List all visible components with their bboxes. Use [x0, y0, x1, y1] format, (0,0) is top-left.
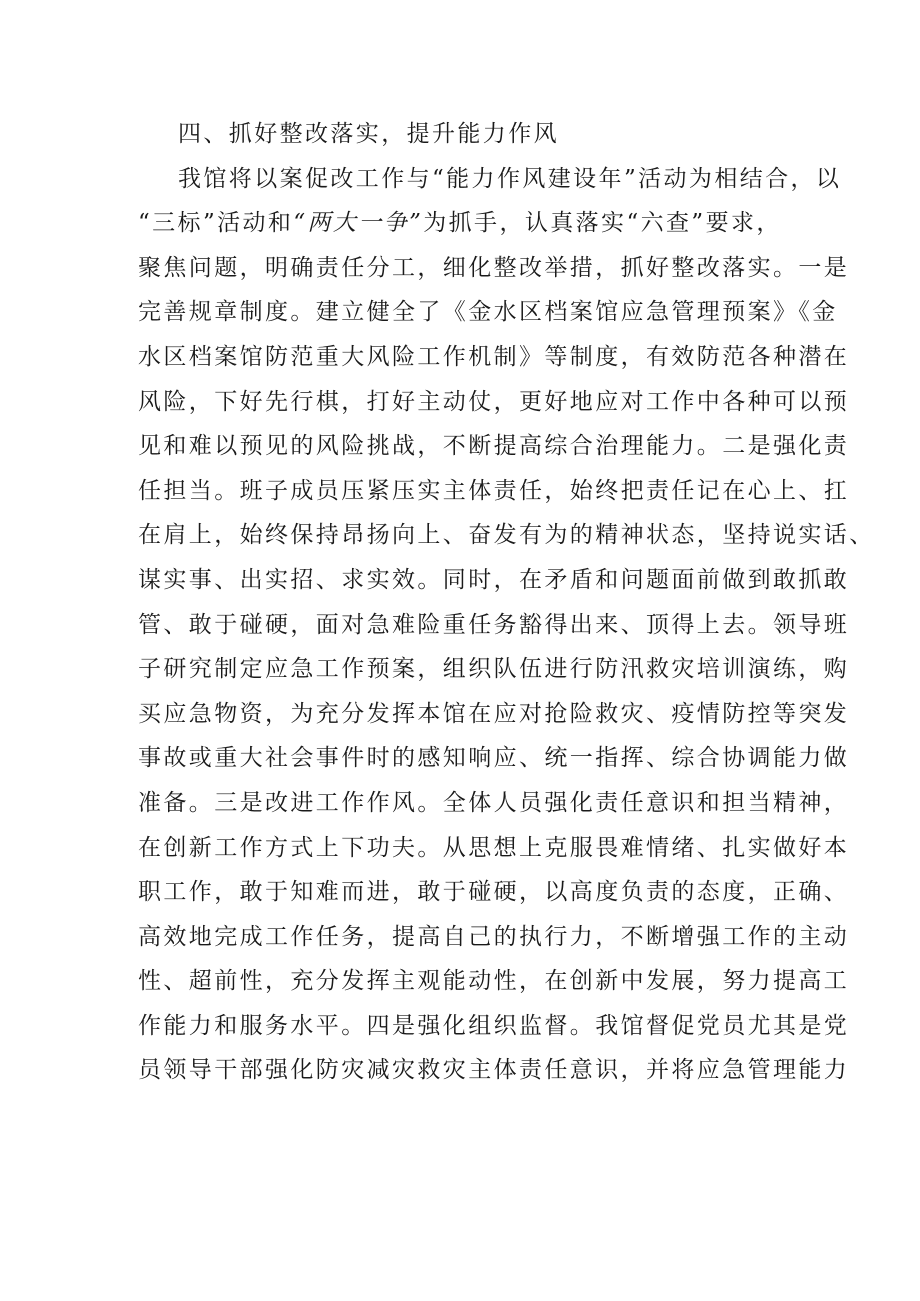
- paragraph-line: 完善规章制度。建立健全了《金水区档案馆应急管理预案》《金: [138, 299, 838, 326]
- section-heading: 四、抓好整改落实，提升能力作风: [178, 121, 559, 147]
- paragraph-line: 聚焦问题，明确责任分工，细化整改举措，抓好整改落实。一是: [138, 254, 850, 281]
- paragraph-line: 我馆将以案促改工作与“能力作风建设年”活动为相结合，以: [178, 165, 842, 192]
- paragraph-line: 子研究制定应急工作预案，组织队伍进行防汛救灾培训演练，购: [138, 656, 850, 683]
- paragraph-line: 谋实事、出实招、求实效。同时，在矛盾和问题面前做到敢抓敢: [138, 566, 850, 593]
- paragraph-line: 事故或重大社会事件时的感知响应、统一指挥、综合协调能力做: [138, 745, 850, 772]
- paragraph-line: 作能力和服务水平。四是强化组织监督。我馆督促党员尤其是党: [138, 1012, 850, 1039]
- document-body: [138, 112, 875, 1093]
- paragraph-line: 职工作，敢于知难而进，敢于碰硬，以高度负责的态度，正确、: [138, 879, 850, 906]
- paragraph-line: 高效地完成工作任务，提高自己的执行力，不断增强工作的主动: [138, 923, 850, 950]
- paragraph-line: 在创新工作方式上下功夫。从思想上克服畏难情绪、扎实做好本: [138, 834, 850, 861]
- paragraph-line: 见和难以预见的风险挑战，不断提高综合治理能力。二是强化责: [138, 433, 850, 460]
- paragraph-line: 准备。三是改进工作作风。全体人员强化责任意识和担当精神，: [138, 789, 850, 816]
- paragraph-line: 水区档案馆防范重大风险工作机制》等制度，有效防范各种潜在: [138, 343, 850, 370]
- paragraph-line: 任担当。班子成员压紧压实主体责任，始终把责任记在心上、扛: [138, 477, 850, 504]
- paragraph-line: 买应急物资，为充分发挥本馆在应对抢险救灾、疫情防控等突发: [138, 700, 850, 727]
- paragraph-line: 在肩上，始终保持昂扬向上、奋发有为的精神状态，坚持说实话、: [138, 522, 875, 549]
- italic-quote: “两大一争”: [293, 210, 424, 237]
- paragraph-line: 风险，下好先行棋，打好主动仗，更好地应对工作中各种可以预: [138, 388, 850, 415]
- paragraph-line: [138, 201, 798, 246]
- paragraph-line: 管、敢于碰硬，面对急难险重任务豁得出来、顶得上去。领导班: [138, 611, 850, 638]
- paragraph-line: 性、超前性，充分发挥主观能动性，在创新中发展，努力提高工: [138, 968, 850, 995]
- paragraph-line: 员领导干部强化防灾减灾救灾主体责任意识，并将应急管理能力: [138, 1057, 850, 1084]
- line-text: “三标”活动和: [138, 210, 294, 237]
- line-text: 为抓手，认真落实“六查”要求，: [423, 210, 782, 237]
